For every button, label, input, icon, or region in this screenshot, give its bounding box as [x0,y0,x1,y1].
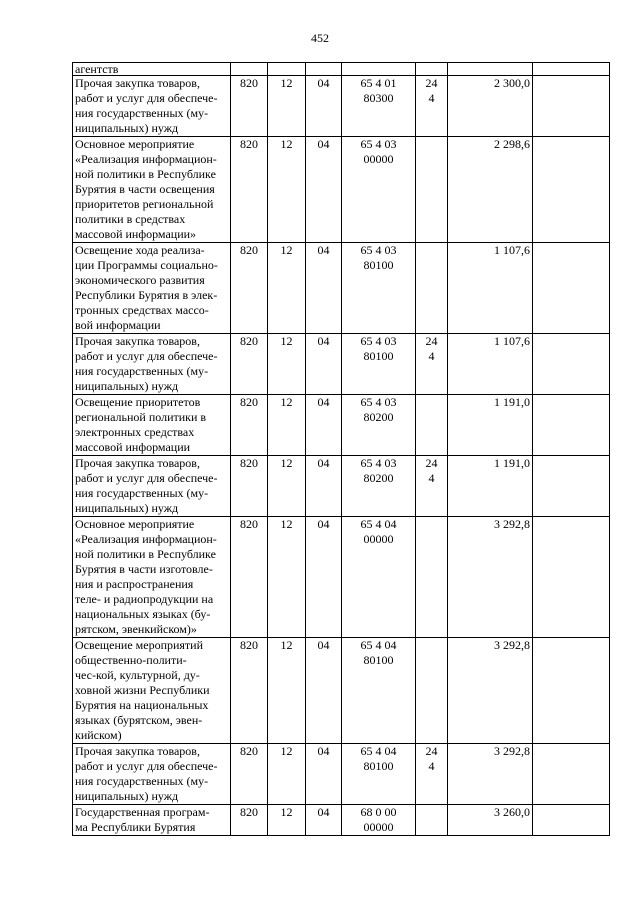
table-row [73,744,610,805]
ministry-code-cell: 820 [231,805,268,836]
section-code-cell: 12 [268,638,306,744]
page-number: 452 [311,31,329,45]
subsection-code-cell: 04 [306,76,342,137]
subsection-code-cell: 04 [306,638,342,744]
subsection-code-cell: 04 [306,334,342,395]
extra-cell [533,76,610,137]
extra-cell [533,63,610,76]
ministry-code-cell: 820 [231,76,268,137]
item-name-cell: Прочая закупка товаров, работ и услуг для обеспече- ния государственных (му- ниципальных) нужд [73,456,231,517]
amount-cell: 2 300,0 [448,76,533,137]
ministry-code-cell: 820 [231,395,268,456]
ministry-code-cell [231,63,268,76]
expense-type-cell [416,137,448,243]
amount-cell: 1 191,0 [448,395,533,456]
ministry-code-cell: 820 [231,137,268,243]
section-code-cell: 12 [268,805,306,836]
amount-cell: 1 107,6 [448,334,533,395]
ministry-code-cell: 820 [231,334,268,395]
subsection-code-cell: 04 [306,137,342,243]
table-row [73,243,610,334]
extra-cell [533,456,610,517]
section-code-cell: 12 [268,137,306,243]
subsection-code-cell: 04 [306,456,342,517]
expense-type-cell: 24 4 [416,744,448,805]
extra-cell [533,744,610,805]
target-article-cell: 65 4 04 00000 [342,517,416,638]
extra-cell [533,334,610,395]
table-row [73,395,610,456]
target-article-cell: 65 4 01 80300 [342,76,416,137]
item-name-cell: Освещение хода реализа- ции Программы социально- экономического развития Республики Бурятия в элек- тронных средствах массо- вой информации [73,243,231,334]
subsection-code-cell: 04 [306,805,342,836]
item-name-cell: Основное мероприятие «Реализация информацион- ной политики в Республике Бурятия в части освещения приоритетов региональной политики в средствах массовой информации» [73,137,231,243]
subsection-code-cell: 04 [306,243,342,334]
section-code-cell: 12 [268,334,306,395]
section-code-cell [268,63,306,76]
amount-cell [448,63,533,76]
subsection-code-cell: 04 [306,395,342,456]
target-article-cell: 65 4 03 00000 [342,137,416,243]
table-body [73,63,610,836]
ministry-code-cell: 820 [231,243,268,334]
item-name-cell: Прочая закупка товаров, работ и услуг для обеспече- ния государственных (му- ниципальных) нужд [73,334,231,395]
table-row [73,805,610,836]
item-name-cell: агентств [73,63,231,76]
subsection-code-cell: 04 [306,744,342,805]
budget-table [72,62,610,836]
item-name-cell: Основное мероприятие «Реализация информацион- ной политики в Республике Бурятия в части изготовле- ния и распространения теле- и радиопродукции на национальных языках (бу- рятском, эвенкийском)» [73,517,231,638]
section-code-cell: 12 [268,395,306,456]
ministry-code-cell: 820 [231,517,268,638]
expense-type-cell: 24 4 [416,334,448,395]
target-article-cell: 65 4 03 80200 [342,395,416,456]
extra-cell [533,243,610,334]
target-article-cell: 65 4 03 80100 [342,334,416,395]
table-row [73,456,610,517]
target-article-cell: 65 4 03 80100 [342,243,416,334]
item-name-cell: Освещение приоритетов региональной политики в электронных средствах массовой информации [73,395,231,456]
extra-cell [533,805,610,836]
expense-type-cell [416,395,448,456]
subsection-code-cell: 04 [306,517,342,638]
item-name-cell: Государственная програм- ма Республики Бурятия [73,805,231,836]
amount-cell: 2 298,6 [448,137,533,243]
target-article-cell: 65 4 04 80100 [342,744,416,805]
amount-cell: 3 292,8 [448,744,533,805]
section-code-cell: 12 [268,76,306,137]
expense-type-cell [416,243,448,334]
target-article-cell: 65 4 04 80100 [342,638,416,744]
amount-cell: 1 191,0 [448,456,533,517]
item-name-cell: Прочая закупка товаров, работ и услуг для обеспече- ния государственных (му- ниципальных) нужд [73,76,231,137]
section-code-cell: 12 [268,243,306,334]
amount-cell: 1 107,6 [448,243,533,334]
expense-type-cell: 24 4 [416,76,448,137]
extra-cell [533,638,610,744]
extra-cell [533,137,610,243]
expense-type-cell [416,517,448,638]
target-article-cell: 68 0 00 00000 [342,805,416,836]
target-article-cell [342,63,416,76]
extra-cell [533,395,610,456]
table-row [73,334,610,395]
ministry-code-cell: 820 [231,638,268,744]
amount-cell: 3 260,0 [448,805,533,836]
table-row [73,63,610,76]
expense-type-cell: 24 4 [416,456,448,517]
ministry-code-cell: 820 [231,744,268,805]
table-row [73,137,610,243]
subsection-code-cell [306,63,342,76]
section-code-cell: 12 [268,744,306,805]
extra-cell [533,517,610,638]
item-name-cell: Освещение мероприятий общественно-полити- чес-кой, культурной, ду- ховной жизни Республики Бурятия на национальных языках (бурятском, эвен- кийском) [73,638,231,744]
expense-type-cell [416,63,448,76]
section-code-cell: 12 [268,517,306,638]
amount-cell: 3 292,8 [448,517,533,638]
table-row [73,638,610,744]
expense-type-cell [416,805,448,836]
section-code-cell: 12 [268,456,306,517]
table-row [73,517,610,638]
target-article-cell: 65 4 03 80200 [342,456,416,517]
table-row [73,76,610,137]
expense-type-cell [416,638,448,744]
ministry-code-cell: 820 [231,456,268,517]
amount-cell: 3 292,8 [448,638,533,744]
item-name-cell: Прочая закупка товаров, работ и услуг для обеспече- ния государственных (му- ниципальных) нужд [73,744,231,805]
